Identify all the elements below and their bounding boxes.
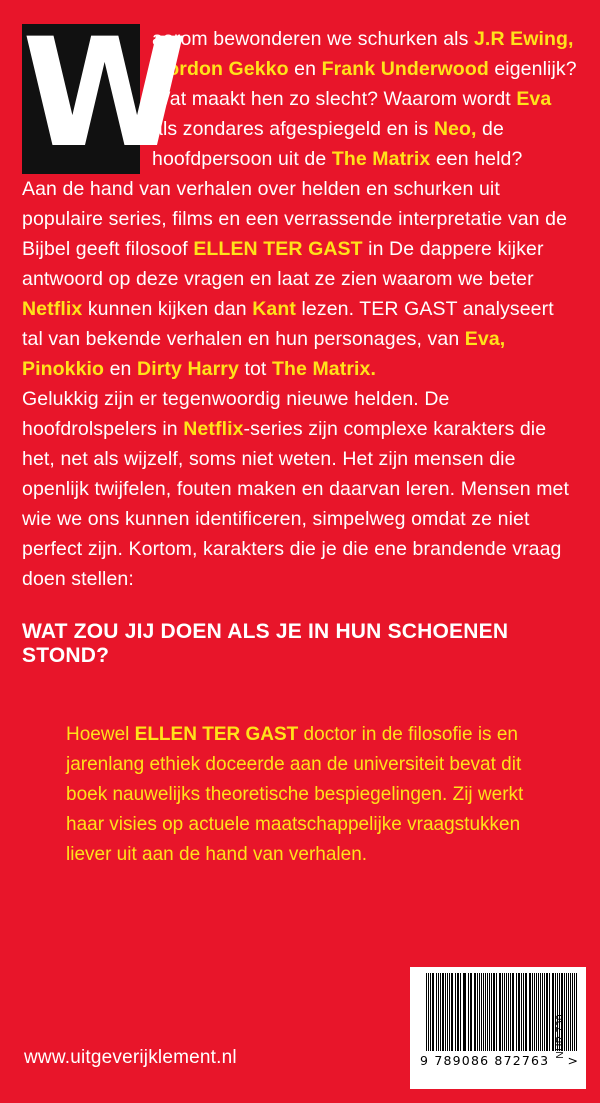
author-bio bbox=[66, 720, 536, 870]
drop-cap-letter: W bbox=[22, 7, 184, 181]
barcode-digits: 9 789086 872763 bbox=[420, 1053, 550, 1068]
nur-code: NUR 730 bbox=[555, 1014, 566, 1059]
barcode-end-marker: > bbox=[567, 1053, 578, 1068]
highlighted-term: Dirty Harry bbox=[137, 358, 239, 380]
highlighted-term: Netflix bbox=[183, 418, 244, 440]
tagline-question: WAT ZOU JIJ DOEN ALS JE IN HUN SCHOENEN STOND? bbox=[22, 620, 509, 667]
highlighted-term: Neo, bbox=[433, 118, 477, 140]
highlighted-term: The Matrix. bbox=[271, 358, 376, 380]
barcode-caption-row bbox=[418, 1053, 578, 1068]
paragraph-3-text: Gelukkig zijn er tegenwoordig nieuwe helden. De hoofdrolspelers in Netflix-series zijn complexe karakters die het, net als wijzelf, soms niet weten. Het zijn mensen die openlijk twijfelen, fouten maken en daarvan leren. Mensen met wie we ons kunnen identificeren, simpelweg omdat ze niet perfect zijn. Kortom, karakters die je die ene brandende vraag doen stellen: bbox=[22, 388, 569, 590]
highlighted-term: The Matrix bbox=[331, 148, 431, 170]
barcode-block bbox=[410, 967, 586, 1089]
blurb-paragraph-2 bbox=[22, 174, 578, 384]
highlighted-term: Frank Underwood bbox=[321, 58, 489, 80]
paragraph-1-text: aarom bewonderen we schurken als J.R Ewing, Gordon Gekko en Frank Underwood eigenlijk? Wat maakt hen zo slecht? Waarom wordt Eva als zondares afgespiegeld en is Neo, de hoofdpersoon uit de The Matrix een held? bbox=[152, 28, 577, 170]
highlighted-term: ELLEN TER GAST bbox=[134, 724, 299, 745]
highlighted-term: Netflix bbox=[22, 298, 83, 320]
highlighted-term: Kant bbox=[252, 298, 296, 320]
publisher-url[interactable]: www.uitgeverijklement.nl bbox=[24, 1047, 237, 1068]
highlighted-term: Gordon Gekko bbox=[152, 58, 289, 80]
drop-cap-block bbox=[22, 7, 184, 181]
highlighted-term: ELLEN TER GAST bbox=[193, 238, 363, 260]
paragraph-2-text: Aan de hand van verhalen over helden en schurken uit populaire series, films en een verrassende interpretatie van de Bijbel geeft filosoof ELLEN TER GAST in De dappere kijker antwoord op deze vragen en laat ze zien waarom we beter Netflix kunnen kijken dan Kant lezen. TER GAST analyseert tal van bekende verhalen en hun personages, van Eva, Pinokkio en Dirty Harry tot The Matrix. bbox=[22, 178, 568, 380]
blurb-paragraph-3 bbox=[22, 384, 578, 594]
highlighted-term: Eva bbox=[516, 88, 552, 110]
author-bio-text: Hoewel ELLEN TER GAST doctor in de filosofie is en jarenlang ethiek doceerde aan de universiteit bevat dit boek nauwelijks theoretische bespiegelingen. Zij werkt haar visies op actuele maatschappelijke vraagstukken liever uit aan de hand van verhalen. bbox=[66, 724, 524, 865]
highlighted-term: Eva, Pinokkio bbox=[22, 328, 506, 380]
cover-content bbox=[22, 7, 578, 870]
highlighted-term: J.R Ewing, bbox=[473, 28, 574, 50]
